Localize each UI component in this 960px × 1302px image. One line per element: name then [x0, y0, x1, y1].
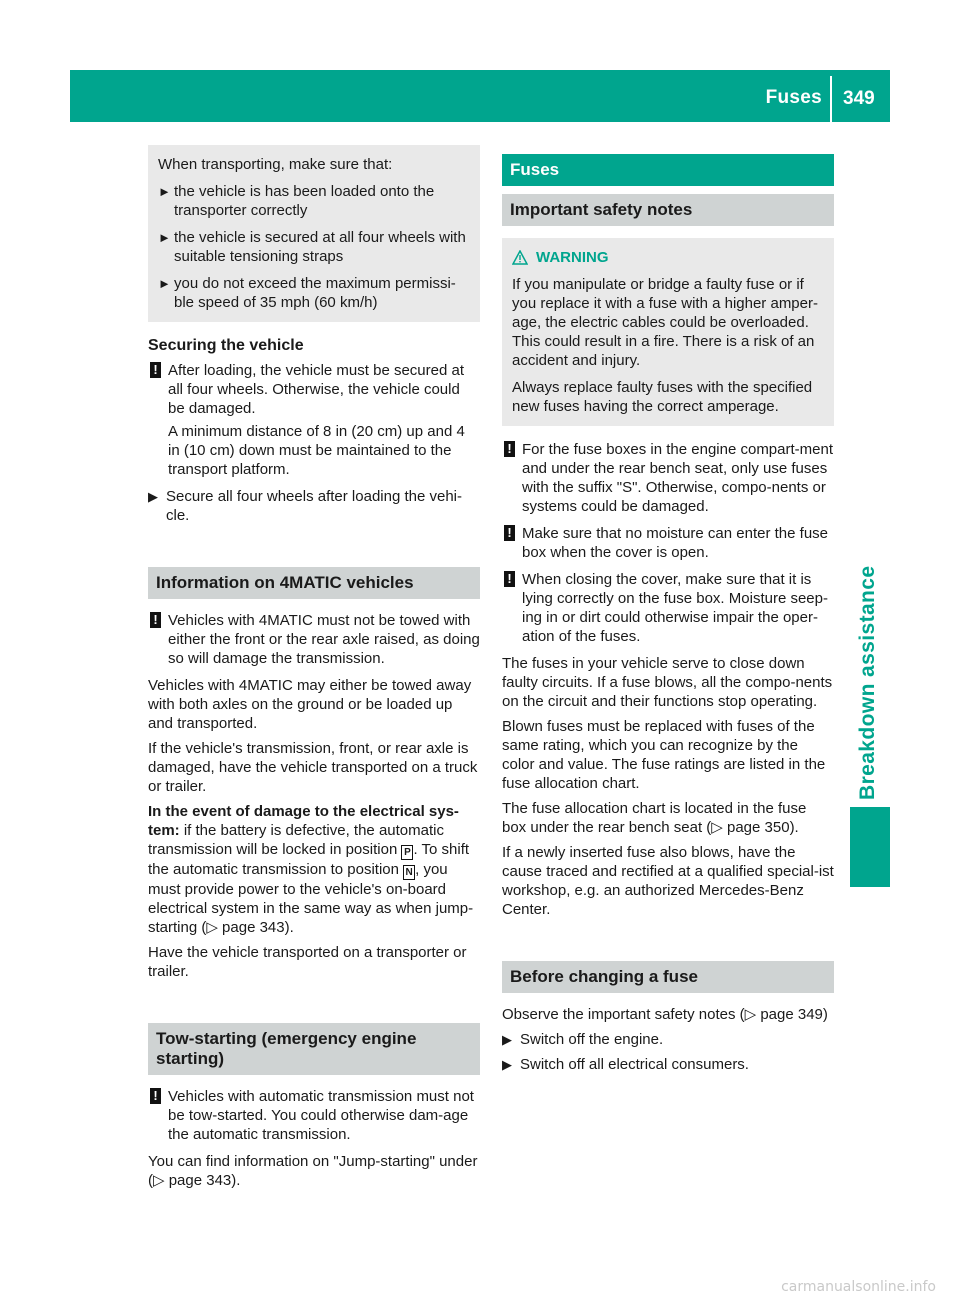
notice-securing: ! After loading, the vehicle must be secured at all four wheels. Otherwise, the vehicle could be damaged. [148, 361, 480, 418]
para-allocation-chart: The fuse allocation chart is located in the fuse box under the rear bench seat (▷ page 350). [502, 800, 807, 836]
transport-intro: When transporting, make sure that: [158, 156, 393, 173]
para-observe-notes: Observe the important safety notes (▷ page 349) [502, 1006, 828, 1023]
exclamation-icon: ! [504, 571, 515, 587]
heading-safety-notes: Important safety notes [502, 194, 834, 226]
bullet-icon: ► [158, 230, 171, 245]
notice-moisture: ! Make sure that no moisture can enter the fuse box when the cover is open. [502, 524, 834, 562]
gear-p-icon: P [401, 845, 413, 860]
para-4matic-damage: If the vehicle's transmission, front, or rear axle is damaged, have the vehicle transported on a truck or trailer. [148, 740, 478, 795]
para-jump-start-ref: You can find information on "Jump-starting" under (▷ page 343). [148, 1153, 478, 1189]
notice-tow-start: ! Vehicles with automatic transmission must not be tow-started. You could otherwise dam-age the automatic transmission. [148, 1087, 480, 1144]
para-fuse-replace: Blown fuses must be replaced with fuses of the same rating, which you can recognize by the color and value. The fuse ratings are listed in the fuse allocation chart. [502, 718, 826, 792]
warning-box [502, 238, 834, 426]
side-tab-label: Breakdown assistance [856, 565, 879, 800]
warning-text: If you manipulate or bridge a faulty fuse or if you replace it with a fuse with a higher amper-age, the electric cables could be overloaded. This could result in a fire. There is a risk of an accident and injury. [512, 276, 818, 369]
para-workshop: If a newly inserted fuse also blows, have the cause traced and rectified at a qualified special-ist workshop, e.g. an authorized Mercedes-Benz Center. [502, 844, 834, 918]
step-switch-off-engine: ▶ Switch off the engine. [502, 1031, 664, 1048]
list-item: ► you do not exceed the maximum permissi-ble speed of 35 mph (60 km/h) [158, 275, 456, 311]
right-column [502, 154, 834, 1080]
arrow-right-icon: ▶ [502, 1057, 512, 1072]
warning-triangle-icon [512, 250, 528, 265]
notice-cover: ! When closing the cover, make sure that it is lying correctly on the fuse box. Moisture seep-ing in or dirt could otherwise impair the oper-ation of the fuses. [502, 570, 834, 646]
securing-heading: Securing the vehicle [148, 337, 304, 354]
heading-fuses: Fuses [502, 154, 834, 186]
exclamation-icon: ! [150, 362, 161, 378]
heading-before-changing: Before changing a fuse [502, 961, 834, 993]
notice-distance: A minimum distance of 8 in (20 cm) up and 4 in (10 cm) down must be maintained to the transport platform. [168, 423, 465, 478]
page-number: 349 [843, 88, 875, 109]
para-transport: Have the vehicle transported on a transporter or trailer. [148, 944, 467, 980]
transport-box [148, 145, 480, 322]
left-column [148, 145, 480, 1196]
para-fuse-function: The fuses in your vehicle serve to close down faulty circuits. If a fuse blows, all the compo-nents on the circuit and their functions stop operating. [502, 655, 833, 710]
para-4matic-tow: Vehicles with 4MATIC may either be towed away with both axles on the ground or be loaded up and transported. [148, 677, 472, 732]
exclamation-icon: ! [150, 612, 161, 628]
arrow-right-icon: ▶ [502, 1032, 512, 1047]
bullet-icon: ► [158, 276, 171, 291]
notice-4matic: ! Vehicles with 4MATIC must not be towed with either the front or the rear axle raised, as doing so will damage the transmission. [148, 611, 480, 668]
heading-tow-starting: Tow-starting (emergency engine starting) [148, 1023, 480, 1075]
side-tab-marker [850, 807, 890, 887]
step-secure-wheels: ▶ Secure all four wheels after loading the vehi-cle. [148, 488, 463, 524]
section-title: Fuses [765, 87, 822, 108]
watermark: carmanualsonline.info [781, 1279, 936, 1295]
warning-title: WARNING [512, 248, 826, 267]
list-item: ► the vehicle is secured at all four wheels with suitable tensioning straps [158, 229, 466, 265]
gear-n-icon: N [403, 865, 415, 880]
step-switch-off-consumers: ▶ Switch off all electrical consumers. [502, 1056, 749, 1073]
exclamation-icon: ! [504, 525, 515, 541]
heading-4matic: Information on 4MATIC vehicles [148, 567, 480, 599]
bullet-icon: ► [158, 184, 171, 199]
header-divider [830, 76, 832, 122]
exclamation-icon: ! [150, 1088, 161, 1104]
exclamation-icon: ! [504, 441, 515, 457]
arrow-right-icon: ▶ [148, 489, 158, 504]
list-item: ► the vehicle is has been loaded onto the transporter correctly [158, 183, 435, 219]
notice-fuse-suffix: ! For the fuse boxes in the engine compart-ment and under the rear bench seat, only use fuses with the suffix "S". Otherwise, compo-nents or systems could be damaged. [502, 440, 834, 516]
warning-advice: Always replace faulty fuses with the specified new fuses having the correct amperage. [512, 379, 813, 415]
para-electrical-damage: In the event of damage to the electrical sys-tem: if the battery is defective, the automatic transmission will be locked in position P . To shift the automatic transmission to position N , you must provide power to the vehicle's on-board electrical system in the same way as when jump-starting (▷ page 343). [148, 803, 474, 936]
